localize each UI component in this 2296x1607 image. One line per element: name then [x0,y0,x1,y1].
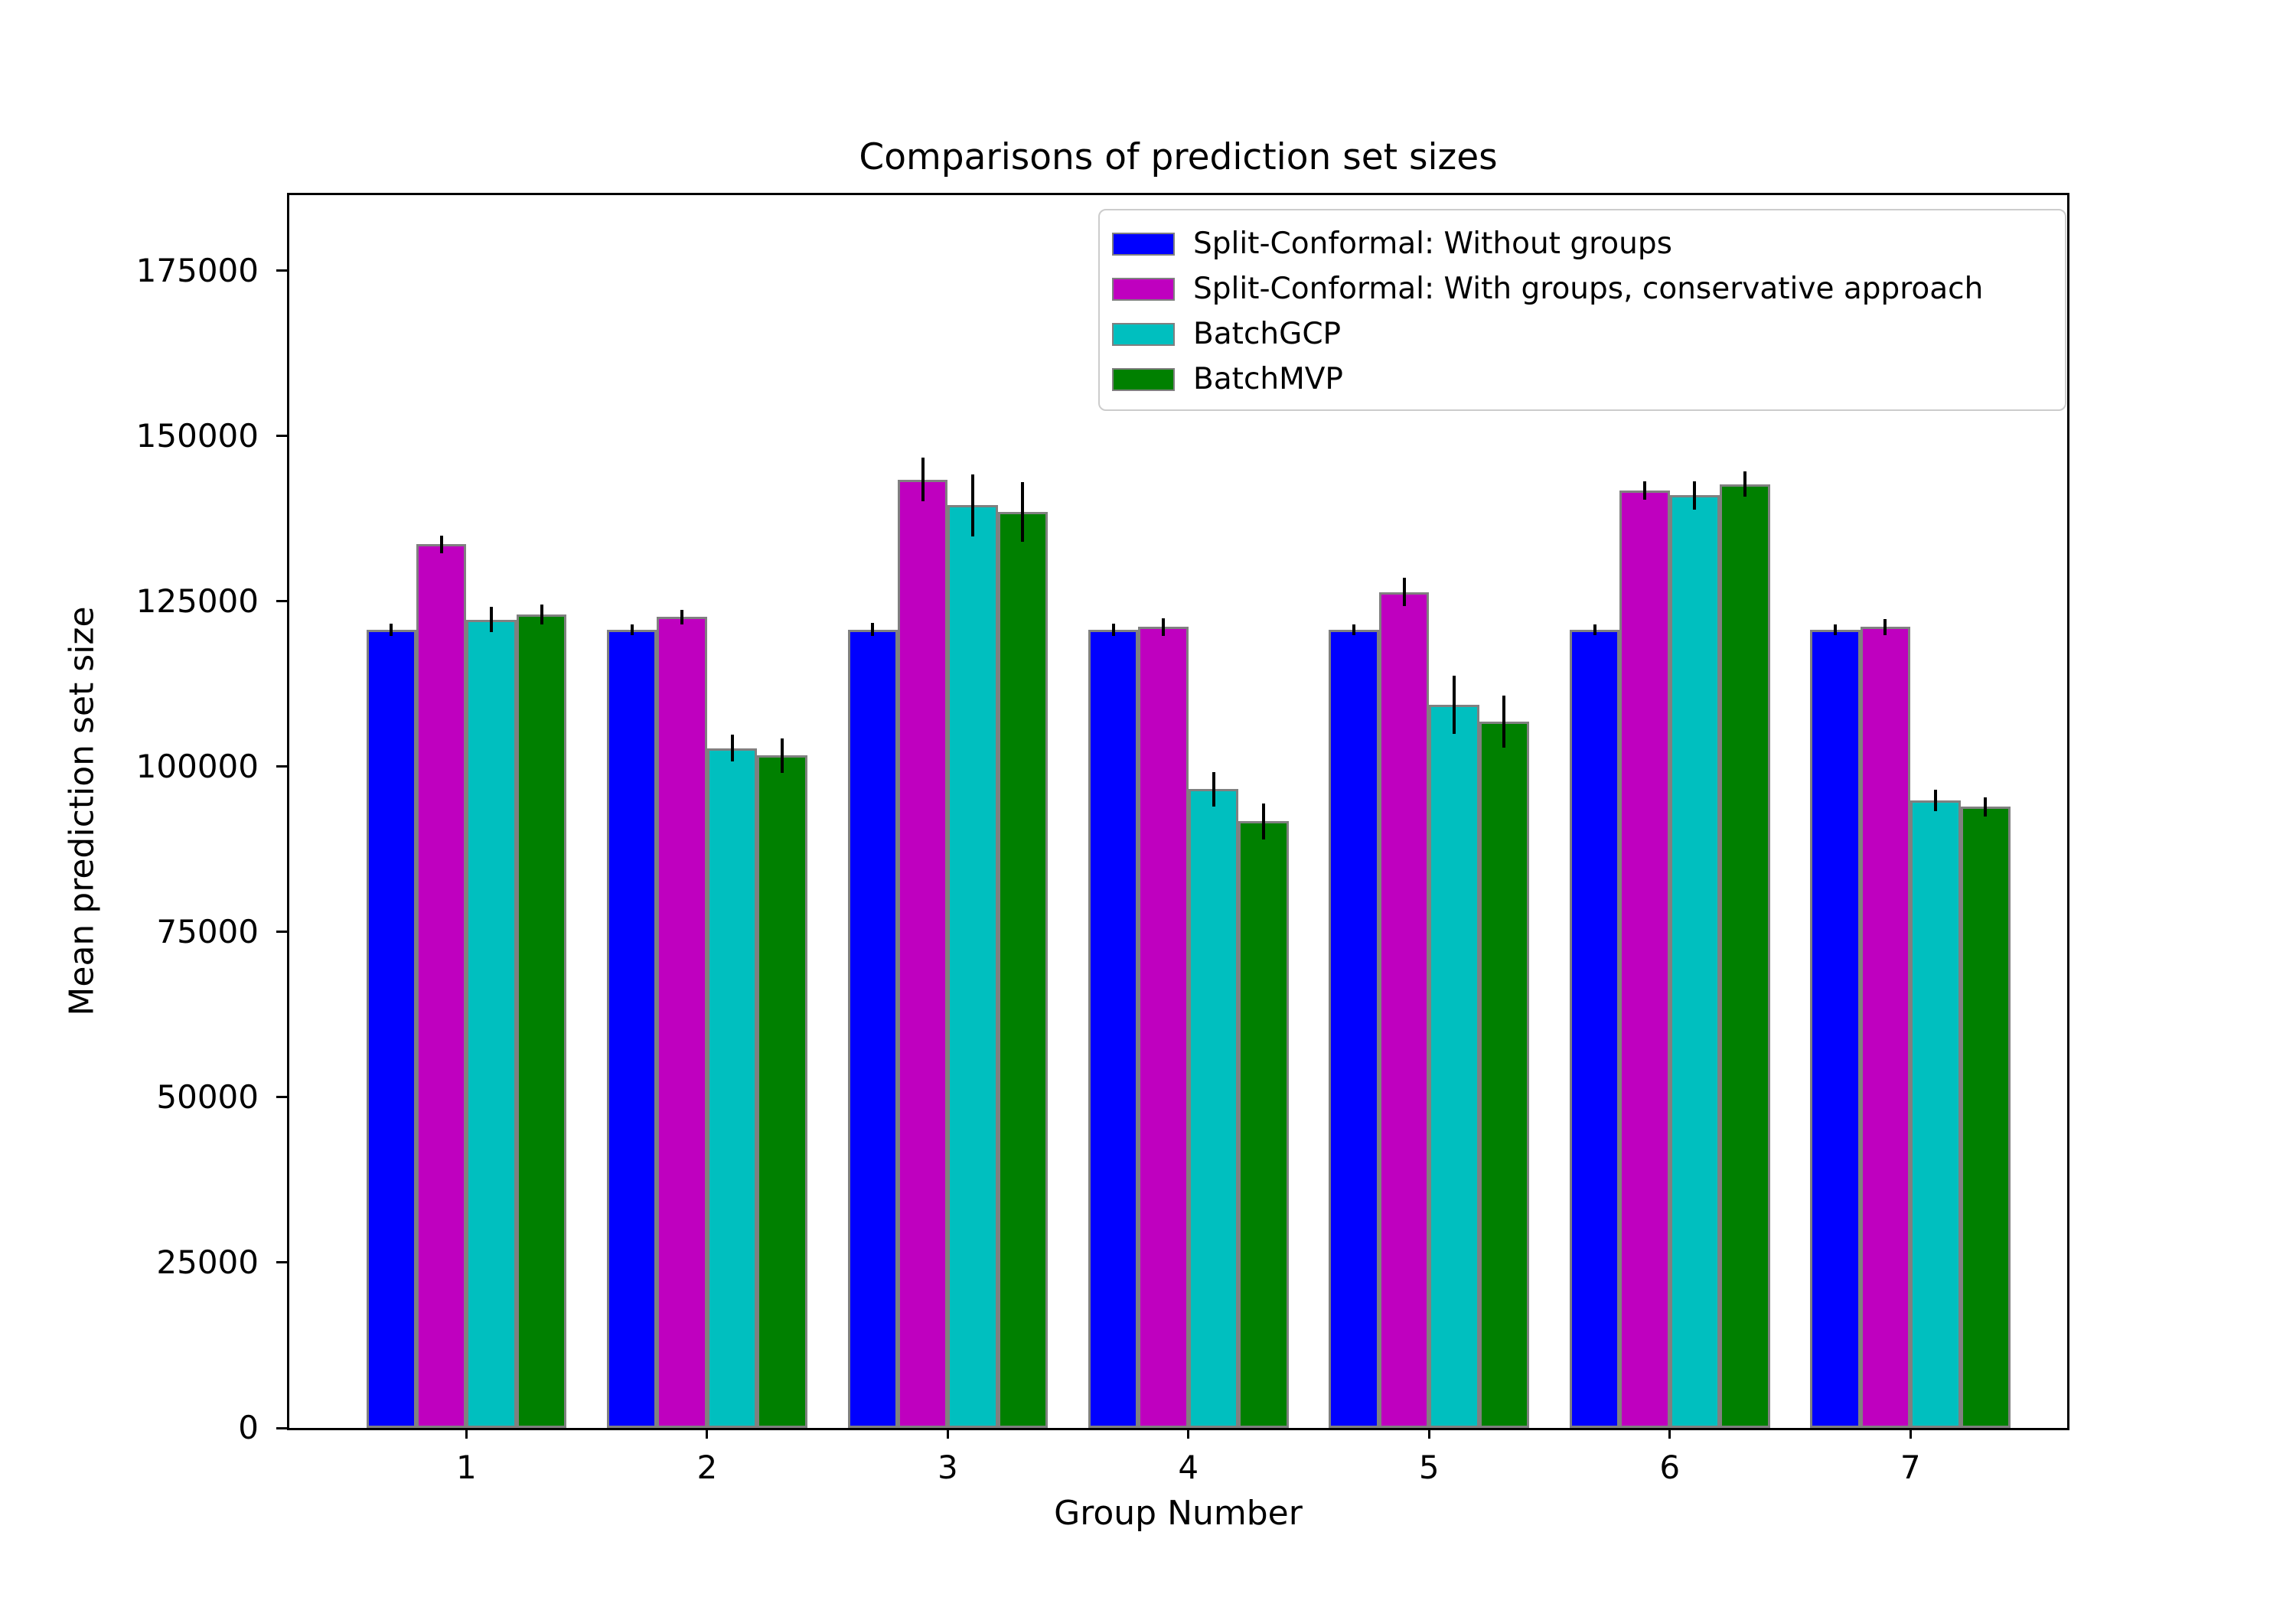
bar-group5-series1 [1329,630,1378,1428]
legend-item [1112,266,2057,311]
error-bar-group6-series2 [1643,481,1646,500]
y-tick-label: 0 [238,1409,259,1446]
legend-label: BatchGCP [1193,317,1342,351]
legend-swatch-split-conformal-without-groups [1112,233,1175,256]
bar-group6-series1 [1570,630,1619,1428]
x-tick-mark [1187,1428,1189,1439]
bar-group1-series1 [367,630,416,1428]
error-bar-group1-series4 [540,605,543,624]
x-tick-label: 5 [1418,1449,1440,1486]
bar-group7-series3 [1910,800,1960,1428]
bar-group1-series3 [466,620,516,1428]
y-tick-mark [276,931,287,933]
error-bar-group4-series4 [1262,804,1265,839]
x-tick-label: 6 [1659,1449,1681,1486]
legend-item [1112,221,2057,266]
y-tick-mark [276,269,287,272]
error-bar-group3-series4 [1021,482,1024,542]
error-bar-group4-series1 [1112,624,1115,636]
bar-group3-series2 [898,480,947,1428]
bar-group7-series2 [1861,627,1910,1428]
error-bar-group3-series3 [971,474,974,536]
y-tick-label: 100000 [135,747,259,785]
y-tick-label: 125000 [135,582,259,620]
legend-label: Split-Conformal: With groups, conservative approach [1193,272,1984,306]
x-tick-label: 4 [1178,1449,1199,1486]
legend-item [1112,357,2057,402]
legend-swatch-split-conformal-with-groups [1112,278,1175,301]
x-tick-label: 3 [937,1449,958,1486]
x-tick-mark [1428,1428,1430,1439]
error-bar-group6-series1 [1593,624,1596,635]
error-bar-group5-series3 [1453,676,1456,734]
y-tick-label: 25000 [156,1243,259,1281]
bar-group3-series4 [998,512,1048,1428]
chart-title: Comparisons of prediction set sizes [859,136,1498,178]
bar-group1-series4 [517,614,566,1428]
error-bar-group5-series2 [1403,578,1406,605]
error-bar-group2-series4 [781,738,784,773]
x-tick-mark [706,1428,708,1439]
x-tick-mark [1668,1428,1671,1439]
error-bar-group7-series4 [1984,797,1987,816]
error-bar-group4-series3 [1212,772,1215,807]
error-bar-group2-series2 [680,610,683,624]
bar-group4-series2 [1138,627,1188,1428]
error-bar-group1-series2 [440,536,443,553]
y-tick-mark [276,600,287,602]
legend-label: Split-Conformal: Without groups [1193,227,1672,261]
y-tick-mark [276,435,287,437]
y-tick-label: 50000 [156,1077,259,1116]
y-tick-mark [276,1261,287,1263]
bar-group2-series4 [757,755,807,1428]
x-tick-mark [947,1428,949,1439]
error-bar-group5-series4 [1502,696,1505,747]
bar-group4-series4 [1238,821,1288,1428]
bar-group3-series3 [947,505,997,1428]
bar-group5-series3 [1429,705,1479,1428]
legend-swatch-batchmvp [1112,368,1175,391]
bar-group2-series1 [607,630,657,1428]
bar-group6-series3 [1670,495,1720,1428]
error-bar-group6-series3 [1693,481,1696,509]
bar-group3-series1 [848,630,898,1428]
y-tick-label: 175000 [135,251,259,289]
bar-group6-series2 [1619,491,1669,1428]
x-axis-label: Group Number [1054,1494,1303,1533]
bar-group7-series1 [1810,630,1860,1428]
error-bar-group3-series1 [871,623,874,636]
bar-group7-series4 [1961,807,2011,1428]
x-tick-mark [1910,1428,1912,1439]
error-bar-group1-series3 [490,607,493,632]
bar-group2-series2 [657,617,706,1428]
legend-label: BatchMVP [1193,362,1343,396]
error-bar-group3-series2 [921,458,925,501]
y-tick-mark [276,1096,287,1098]
x-tick-label: 7 [1900,1449,1921,1486]
x-tick-label: 1 [456,1449,477,1486]
y-tick-label: 150000 [135,416,259,455]
error-bar-group2-series1 [631,624,634,635]
error-bar-group6-series4 [1743,471,1746,497]
bar-group1-series2 [416,544,466,1428]
y-tick-mark [276,765,287,768]
error-bar-group1-series1 [390,624,393,636]
legend-item [1112,311,2057,357]
bar-group4-series3 [1189,789,1238,1428]
x-tick-label: 2 [696,1449,718,1486]
error-bar-group5-series1 [1352,624,1355,635]
error-bar-group7-series3 [1934,790,1937,811]
error-bar-group2-series3 [731,735,734,761]
error-bar-group4-series2 [1162,618,1165,635]
bar-group5-series4 [1479,722,1529,1428]
y-tick-label: 75000 [156,912,259,950]
y-axis-label: Mean prediction set size [62,606,102,1016]
bar-group2-series3 [707,748,757,1428]
legend-swatch-batchgcp [1112,323,1175,346]
y-tick-mark [276,1427,287,1429]
error-bar-group7-series2 [1883,619,1887,635]
x-tick-mark [465,1428,468,1439]
bar-group5-series2 [1379,592,1429,1428]
error-bar-group7-series1 [1834,624,1837,635]
legend [1098,209,2066,411]
bar-group4-series1 [1088,630,1138,1428]
bar-group6-series4 [1720,484,1769,1428]
